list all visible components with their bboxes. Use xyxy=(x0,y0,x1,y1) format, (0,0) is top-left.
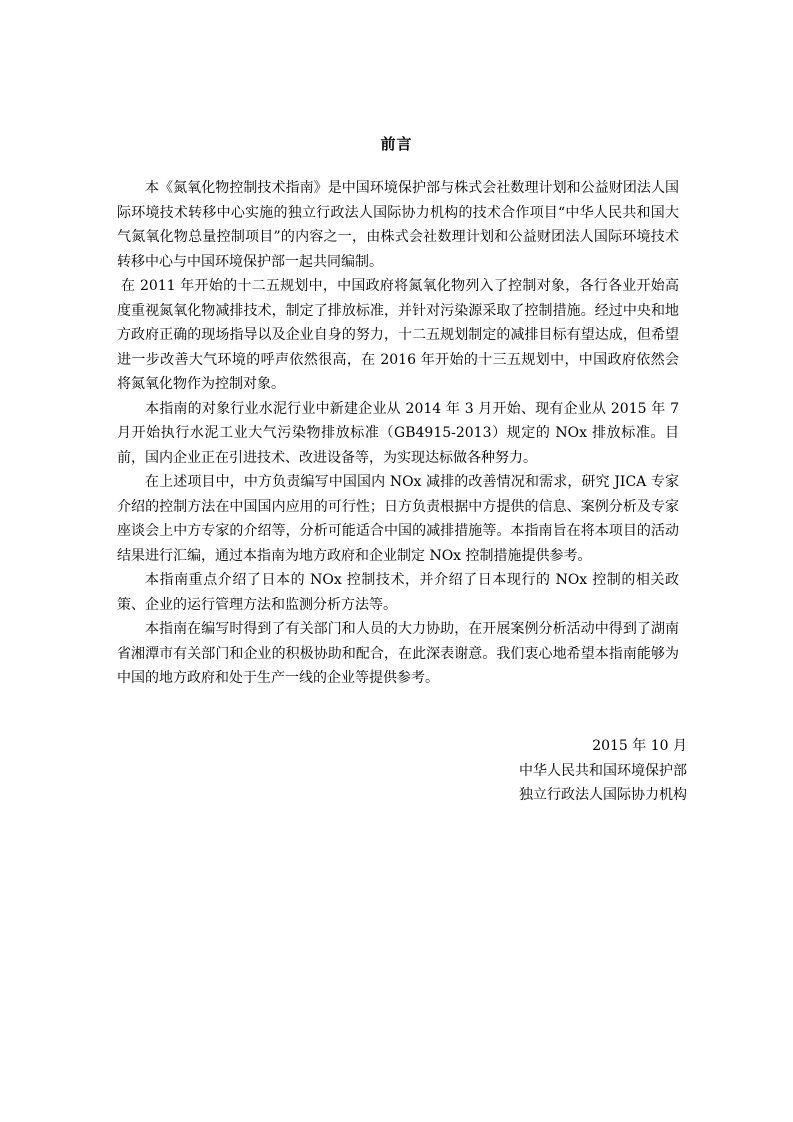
paragraph-project-roles: 在上述项目中，中方负责编写中国国内 NOx 减排的改善情况和需求，研究 JICA 专家介绍的控制方法在中国国内应用的可行性；日方负责根据中方提供的信息、案例分析及专家座谈会上中方专家的介绍等，分析可能适合中国的减排措施等。本指南旨在将本项目的活动结果进行汇编，通过本指南为地方政府和企业制定 NOx 控制措施提供参考。 xyxy=(117,474,679,564)
paragraph-guide-focus: 本指南重点介绍了日本的 NOx 控制技术，并介绍了日本现行的 NOx 控制的相关政策、企业的运行管理方法和监测分析方法等。 xyxy=(117,572,679,613)
signature-org-jica: 独立行政法人国际协力机构 xyxy=(519,787,687,803)
signature-org-mep: 中华人民共和国环境保护部 xyxy=(519,762,687,779)
paragraph-acknowledgement: 本指南在编写时得到了有关部门和人员的大力协助，在开展案例分析活动中得到了湖南省湘潭市有关部门和企业的积极协助和配合，在此深表谢意。我们衷心地希望本指南能够为中国的地方政府和处于生产一线的企业等提供参考。 xyxy=(117,621,679,686)
paragraph-cement-standard: 本指南的对象行业水泥行业中新建企业从 2014 年 3 月开始、现有企业从 2015 年 7 月开始执行水泥工业大气污染物排放标准（GB4915-2013）规定的 NOx 排放标准。目前，国内企业正在引进技术、改进设备等，为实现达标做各种努力。 xyxy=(117,400,679,466)
signature-date: 2015 年 10 月 xyxy=(592,738,687,754)
preface-body xyxy=(117,176,679,691)
signature-block xyxy=(519,734,687,808)
paragraph-12th-plan: 在 2011 年开始的十二五规划中，中国政府将氮氧化物列入了控制对象，各行各业开始高度重视氮氧化物减排技术，制定了排放标准，并针对污染源采取了控制措施。经过中央和地方政府正确的现场指导以及企业自身的努力，十二五规划制定的减排目标有望达成，但希望进一步改善大气环境的呼声依然很高，在 2016 年开始的十三五规划中，中国政府依然会将氮氧化物作为控制对象。 xyxy=(117,278,679,392)
page-title: 前言 xyxy=(380,135,413,153)
paragraph-intro: 本《氮氧化物控制技术指南》是中国环境保护部与株式会社数理计划和公益财团法人国际环境技术转移中心实施的独立行政法人国际协力机构的技术合作项目“中华人民共和国大气氮氧化物总量控制项目”的内容之一，由株式会社数理计划和公益财团法人国际环境技术转移中心与中国环境保护部一起共同编制。 xyxy=(117,180,679,270)
